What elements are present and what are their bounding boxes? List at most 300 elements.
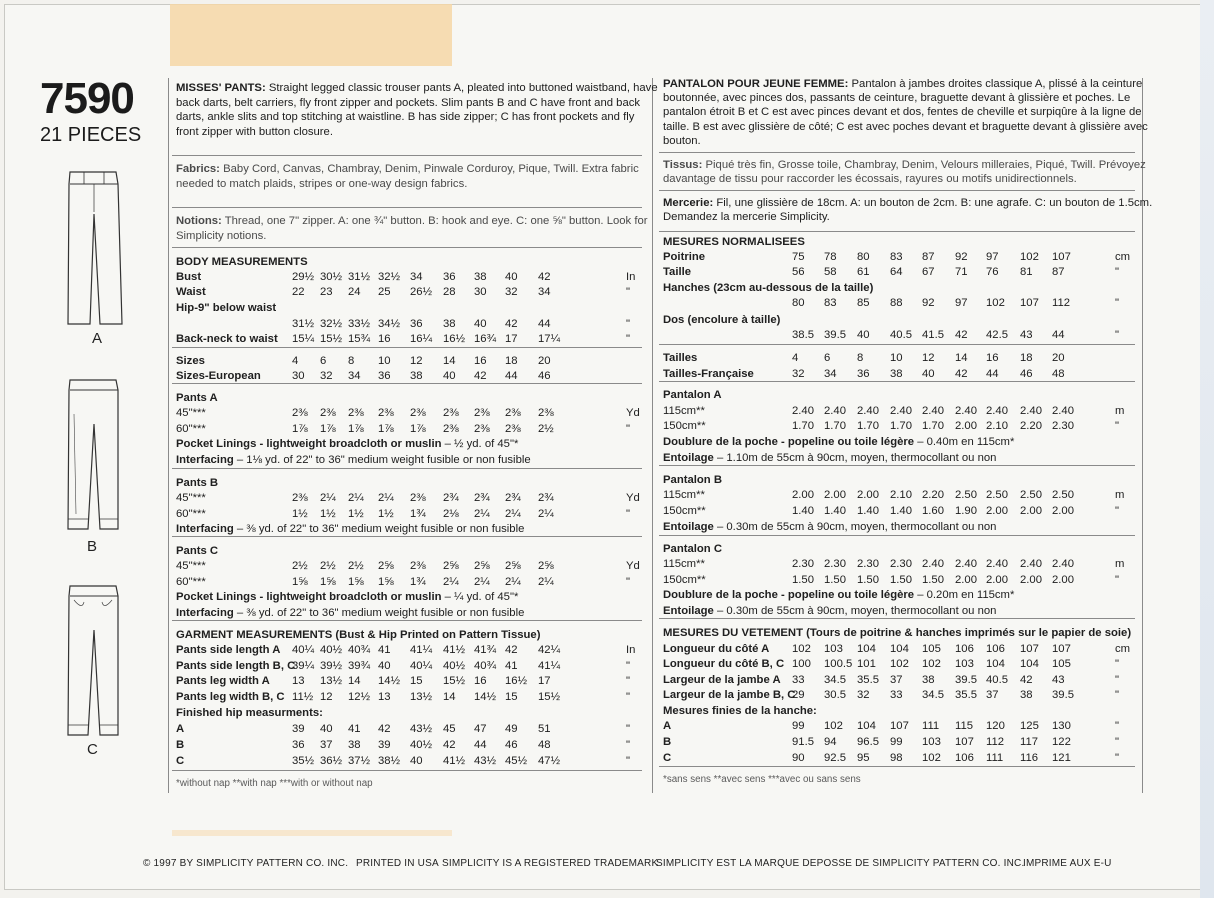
en-row-value: 41: [505, 660, 518, 672]
fr-row-value: 2.00: [1052, 505, 1074, 517]
en-row-value: 2⅜: [474, 423, 490, 435]
fr-row-unit: ": [1115, 329, 1120, 341]
en-row-value: 40¾: [474, 660, 496, 672]
en-row-value: 41: [348, 723, 361, 735]
en-row-value: 2½: [320, 560, 336, 572]
en-row-label: Pants C: [176, 545, 219, 557]
fr-row-value: 44: [1052, 329, 1065, 341]
fr-row-value: 106: [955, 643, 974, 655]
fr-row-value: 107: [890, 720, 909, 732]
fr-row-value: 56: [792, 266, 805, 278]
fr-row-value: 35.5: [857, 674, 879, 686]
en-row-value: 16½: [443, 333, 465, 345]
fr-row-value: 75: [792, 251, 805, 263]
en-row-value: 15½: [443, 675, 465, 687]
en-row-unit: ": [626, 286, 631, 298]
fr-row-value: 103: [922, 736, 941, 748]
en-row-value: 46: [505, 739, 518, 751]
en-row-value: 12: [320, 691, 333, 703]
fr-row-value: 112: [1052, 297, 1071, 309]
fr-row-value: 1.70: [824, 420, 846, 432]
fr-row-label: Longueur du côté B, C: [663, 658, 785, 670]
fr-row-value: 40: [857, 329, 870, 341]
fr-row-value: 39.5: [1052, 689, 1074, 701]
en-fabrics-lead: Fabrics:: [176, 163, 220, 175]
en-row-value: 13: [378, 691, 391, 703]
en-description-text: Straight legged classic trouser pants A, pleated into buttoned waistband, have: [265, 82, 658, 94]
fr-row-value: 44: [986, 368, 999, 380]
fr-row-value: 102: [890, 658, 909, 670]
en-row-value: 33½: [348, 318, 370, 330]
fr-row-value: 97: [955, 297, 968, 309]
fr-row-label: Tailles-Française: [663, 368, 754, 380]
en-row-value: 14: [443, 691, 456, 703]
fr-row-value: 117: [1020, 736, 1039, 748]
en-row-value: 36: [292, 739, 305, 751]
fr-note-row: [663, 436, 1014, 449]
en-row-label: 60"***: [176, 576, 206, 588]
en-row-value: 2¼: [505, 576, 521, 588]
fr-description-text: bouton.: [663, 134, 701, 147]
fr-row-value: 2.40: [792, 405, 814, 417]
fr-row-value: 2.00: [986, 574, 1008, 586]
fr-row-value: 39.5: [955, 674, 977, 686]
en-row-value: 14½: [378, 675, 400, 687]
fr-description-lead: PANTALON POUR JEUNE FEMME:: [663, 78, 849, 90]
fr-row-value: 2.50: [1020, 489, 1042, 501]
fr-row-value: 34.5: [922, 689, 944, 701]
en-rule: [172, 468, 642, 469]
fr-row-value: 99: [792, 720, 805, 732]
en-row-value: 1⅞: [292, 423, 308, 435]
en-row-label: 60"***: [176, 423, 206, 435]
fr-row-value: 2.40: [955, 405, 977, 417]
fr-notions-lead: Mercerie:: [663, 197, 714, 209]
en-row-value: 38: [443, 318, 456, 330]
fr-row-value: 1.70: [890, 420, 912, 432]
en-row-value: 14: [443, 355, 456, 367]
en-row-unit: ": [626, 755, 631, 767]
fr-row-value: 2.40: [986, 558, 1008, 570]
fr-row-label: Tailles: [663, 352, 698, 364]
fr-row-value: 48: [1052, 368, 1065, 380]
fr-row-value: 34.5: [824, 674, 846, 686]
en-note-lead: Pocket Linings - lightweight broadcloth or muslin: [176, 438, 442, 450]
envelope-edge: [1200, 0, 1214, 898]
fr-row-value: 116: [1020, 752, 1039, 764]
en-row-unit: Yd: [626, 492, 640, 504]
fr-rule: [659, 535, 1135, 536]
en-row-value: 2⅛: [443, 508, 459, 520]
en-row-label: Waist: [176, 286, 206, 298]
fr-row-value: 1.70: [857, 420, 879, 432]
fr-row-value: 115: [955, 720, 974, 732]
en-row-value: 10: [378, 355, 391, 367]
fr-row-value: 2.40: [922, 558, 944, 570]
fr-row-value: 2.00: [1020, 505, 1042, 517]
en-note-row: [176, 607, 524, 620]
fr-row-value: 42: [955, 368, 968, 380]
fr-row-value: 58: [824, 266, 837, 278]
en-row-value: 22: [292, 286, 305, 298]
en-row-value: 1½: [348, 508, 364, 520]
tape-strip-bottom: [172, 830, 452, 836]
fr-row-value: 105: [1052, 658, 1071, 670]
fr-note-text: – 0.20m en 115cm*: [914, 589, 1015, 601]
en-note-row: [176, 523, 524, 536]
fr-row-value: 102: [1020, 251, 1039, 263]
fr-row-value: 92: [922, 297, 935, 309]
footer-copyright: © 1997 BY SIMPLICITY PATTERN CO. INC.: [143, 858, 349, 869]
en-row-value: 34: [538, 286, 551, 298]
fr-row-label: C: [663, 752, 672, 764]
en-row-value: 1⅝: [378, 576, 394, 588]
fr-row-label: B: [663, 736, 672, 748]
en-row-value: 40½: [320, 644, 342, 656]
en-row-label: Finished hip measurments:: [176, 707, 323, 719]
fr-row-value: 100: [792, 658, 811, 670]
fr-rule: [659, 618, 1135, 619]
en-row-value: 41½: [443, 644, 465, 656]
en-row-value: 16½: [505, 675, 527, 687]
fr-row-unit: m: [1115, 489, 1125, 501]
en-row-value: 34½: [378, 318, 400, 330]
fr-row-value: 1.50: [922, 574, 944, 586]
en-row-value: 2⅜: [410, 407, 426, 419]
fr-row-value: 10: [890, 352, 903, 364]
pants-a-sketch: [60, 164, 130, 334]
en-row-value: 32: [320, 370, 333, 382]
fr-row-value: 37: [986, 689, 999, 701]
fr-row-value: 2.20: [1020, 420, 1042, 432]
fr-row-value: 88: [890, 297, 903, 309]
en-note-text: – ⅜ yd. of 22" to 36" medium weight fusible or non fusible: [233, 523, 525, 535]
en-row-value: 29½: [292, 271, 314, 283]
fr-notions-text: Demandez la mercerie Simplicity.: [663, 211, 830, 224]
en-row-value: 51: [538, 723, 551, 735]
en-row-value: 41¼: [538, 660, 560, 672]
en-row-value: 1⅝: [348, 576, 364, 588]
en-rule: [172, 155, 642, 156]
fr-row-value: 87: [1052, 266, 1065, 278]
fr-rule: [659, 766, 1135, 767]
fr-row-unit: ": [1115, 574, 1120, 586]
en-row-value: 2¾: [474, 492, 490, 504]
en-fabrics-text: needed to match plaids, stripes or one-way design fabrics.: [176, 177, 468, 190]
fr-section-heading: MESURES DU VETEMENT (Tours de poitrine & hanches imprimés sur le papier de soie): [663, 627, 1132, 639]
fr-row-unit: ": [1115, 420, 1120, 432]
fr-row-value: 35.5: [955, 689, 977, 701]
fr-row-value: 2.00: [1052, 574, 1074, 586]
fr-description-line: [663, 121, 1148, 134]
fr-row-value: 2.40: [955, 558, 977, 570]
en-row-unit: ": [626, 508, 631, 520]
en-row-value: 2½: [292, 560, 308, 572]
en-notions-text: Thread, one 7" zipper. A: one ¾" button. B: hook and eye. C: one ⅝" button. Look for: [221, 215, 648, 227]
fr-row-value: 102: [922, 658, 941, 670]
fr-rule: [659, 381, 1135, 382]
fr-description-text: Pantalon à jambes droites classique A, plissé à la ceinture: [848, 78, 1143, 90]
en-row-value: 30: [474, 286, 487, 298]
en-row-value: 1⅞: [410, 423, 426, 435]
pattern-number: 7590: [40, 74, 134, 123]
en-description-text: back darts, belt carriers, fly front zipper and pockets. Slim pants B and C have front and back: [176, 96, 641, 109]
fr-fabrics-lead: Tissus:: [663, 159, 703, 171]
en-row-value: 2⅜: [348, 407, 364, 419]
en-row-value: 2⅜: [474, 407, 490, 419]
fr-row-value: 1.50: [824, 574, 846, 586]
en-row-value: 2¼: [378, 492, 394, 504]
fr-section-heading: MESURES NORMALISEES: [663, 236, 805, 248]
fr-row-value: 38: [922, 674, 935, 686]
fr-row-value: 104: [986, 658, 1005, 670]
fr-row-value: 2.40: [857, 405, 879, 417]
fr-description-text: pantalon étroit B et C est avec pinces devant et dos, fentes de cheville et surpiqûre à la ligne de: [663, 106, 1142, 119]
fr-row-value: 43: [1020, 329, 1033, 341]
en-row-value: 2⅜: [505, 423, 521, 435]
fr-row-value: 36: [857, 368, 870, 380]
fr-row-value: 1.50: [857, 574, 879, 586]
fr-row-value: 2.50: [1052, 489, 1074, 501]
en-row-label: Hip-9" below waist: [176, 302, 277, 314]
fr-row-label: Hanches (23cm au-dessous de la taille): [663, 282, 874, 294]
fr-row-value: 8: [857, 352, 864, 364]
fr-row-value: 130: [1052, 720, 1071, 732]
fr-row-value: 16: [986, 352, 999, 364]
en-row-value: 44: [505, 370, 518, 382]
en-row-value: 2⅝: [505, 560, 521, 572]
view-label-b: B: [87, 538, 98, 555]
en-row-value: 42¼: [538, 644, 560, 656]
en-row-value: 35½: [292, 755, 314, 767]
fr-row-label: 150cm**: [663, 505, 706, 517]
fr-row-unit: ": [1115, 752, 1120, 764]
en-row-label: Pants B: [176, 477, 219, 489]
en-row-value: 23: [320, 286, 333, 298]
en-row-value: 41¼: [410, 644, 432, 656]
en-row-value: 2⅜: [443, 407, 459, 419]
fr-row-value: 92.5: [824, 752, 846, 764]
fr-row-label: Dos (encolure à taille): [663, 314, 781, 326]
fr-row-value: 1.90: [955, 505, 977, 517]
en-section-heading: BODY MEASUREMENTS: [176, 256, 308, 268]
fr-row-value: 105: [922, 643, 941, 655]
fr-row-value: 20: [1052, 352, 1065, 364]
fr-row-label: Largeur de la jambe B, C: [663, 689, 796, 701]
en-row-value: 32½: [320, 318, 342, 330]
fr-row-value: 107: [1020, 643, 1039, 655]
fr-row-value: 34: [824, 368, 837, 380]
en-notions-lead: Notions:: [176, 215, 222, 227]
en-row-value: 38: [474, 271, 487, 283]
en-row-value: 2¼: [538, 576, 554, 588]
fr-row-value: 32: [792, 368, 805, 380]
en-row-value: 39: [378, 739, 391, 751]
en-note-text: – ½ yd. of 45"*: [441, 438, 519, 450]
fr-row-unit: ": [1115, 689, 1120, 701]
en-row-value: 1¾: [410, 576, 426, 588]
en-row-value: 4: [292, 355, 299, 367]
fr-row-label: Pantalon B: [663, 474, 722, 486]
fr-row-value: 29: [792, 689, 805, 701]
en-row-value: 16: [474, 355, 487, 367]
en-row-value: 37½: [348, 755, 370, 767]
en-row-value: 48: [538, 739, 551, 751]
fr-row-unit: ": [1115, 505, 1120, 517]
en-row-value: 2¼: [538, 508, 554, 520]
en-description-line: [176, 111, 634, 124]
fr-rule: [659, 465, 1135, 466]
fr-row-value: 104: [857, 643, 876, 655]
fr-row-value: 42.5: [986, 329, 1008, 341]
fr-row-value: 92: [955, 251, 968, 263]
fr-row-value: 87: [922, 251, 935, 263]
fr-row-value: 102: [792, 643, 811, 655]
en-row-value: 43½: [410, 723, 432, 735]
en-row-value: 39¾: [348, 660, 370, 672]
fr-row-label: Taille: [663, 266, 692, 278]
en-row-label: Pants leg width B, C: [176, 691, 285, 703]
fr-rule: [659, 152, 1135, 153]
fr-notions-text: Fil, une glissière de 18cm. A: un bouton de 2cm. B: une agrafe. C: un bouton de 1.5cm.: [713, 197, 1153, 209]
fr-row-value: 1.40: [792, 505, 814, 517]
en-row-value: 34: [348, 370, 361, 382]
fr-row-value: 102: [986, 297, 1005, 309]
en-row-value: 43½: [474, 755, 496, 767]
fr-row-value: 2.30: [792, 558, 814, 570]
fr-row-value: 1.50: [792, 574, 814, 586]
en-row-label: Pants A: [176, 392, 218, 404]
en-note-row: [176, 591, 518, 604]
en-row-value: 40: [505, 271, 518, 283]
fr-row-value: 42: [955, 329, 968, 341]
en-row-unit: ": [626, 691, 631, 703]
fr-note-lead: Entoilage: [663, 605, 714, 617]
fr-row-value: 40.5: [890, 329, 912, 341]
en-row-label: B: [176, 739, 185, 751]
fr-row-value: 99: [890, 736, 903, 748]
en-row-value: 36: [410, 318, 423, 330]
en-row-value: 13: [292, 675, 305, 687]
en-row-value: 39: [292, 723, 305, 735]
fr-row-value: 1.40: [824, 505, 846, 517]
fr-row-value: 37: [890, 674, 903, 686]
fr-fabrics-line: [663, 173, 1077, 186]
fr-row-value: 112: [986, 736, 1005, 748]
fr-row-value: 104: [890, 643, 909, 655]
en-row-value: 42: [474, 370, 487, 382]
fr-row-value: 38: [1020, 689, 1033, 701]
fr-row-value: 103: [955, 658, 974, 670]
en-row-value: 42: [505, 644, 518, 656]
fr-row-unit: ": [1115, 736, 1120, 748]
en-row-value: 2¼: [474, 576, 490, 588]
en-row-value: 1¾: [410, 508, 426, 520]
fr-row-value: 2.20: [922, 489, 944, 501]
fr-description-text: taille. B est avec glissière de côté; C est avec poches devant et braguette devant à glissière avec: [663, 120, 1148, 133]
fr-row-value: 100.5: [824, 658, 853, 670]
fr-row-value: 2.40: [922, 405, 944, 417]
en-row-value: 2⅜: [378, 407, 394, 419]
en-description-line: [176, 97, 640, 110]
en-section-heading: GARMENT MEASUREMENTS (Bust & Hip Printed on Pattern Tissue): [176, 629, 541, 641]
fr-row-unit: cm: [1115, 643, 1131, 655]
en-row-value: 42: [538, 271, 551, 283]
fr-note-lead: Doublure de la poche - popeline ou toile légère: [663, 436, 915, 448]
footer-imprime: IMPRIME AUX E-U: [1023, 858, 1112, 869]
fr-row-value: 30.5: [824, 689, 846, 701]
fr-fabrics-text: Piqué très fin, Grosse toile, Chambray, Denim, Velours milleraies, Piqué, Twill. Prévoyez: [702, 159, 1146, 171]
en-row-value: 1⅞: [378, 423, 394, 435]
en-row-value: 36: [378, 370, 391, 382]
en-row-value: 2¼: [505, 508, 521, 520]
en-row-value: 37: [320, 739, 333, 751]
fr-row-value: 2.40: [824, 405, 846, 417]
fr-row-label: Poitrine: [663, 251, 706, 263]
en-fabrics-text: Baby Cord, Canvas, Chambray, Denim, Pinwale Corduroy, Pique, Twill. Extra fabric: [219, 163, 639, 175]
fr-row-value: 2.30: [824, 558, 846, 570]
fr-row-value: 76: [986, 266, 999, 278]
fr-row-label: 115cm**: [663, 489, 705, 501]
fr-row-value: 18: [1020, 352, 1033, 364]
fr-row-value: 85: [857, 297, 870, 309]
fr-row-label: Mesures finies de la hanche:: [663, 705, 817, 717]
en-row-value: 45½: [505, 755, 527, 767]
en-row-value: 12: [410, 355, 423, 367]
en-row-value: 41: [378, 644, 391, 656]
fr-row-value: 2.40: [1020, 558, 1042, 570]
fr-row-value: 107: [1052, 643, 1071, 655]
fr-description-text: boutonnée, avec pinces dos, passants de ceinture, braguette devant à glissière et poches. Le: [663, 92, 1131, 105]
fr-row-value: 104: [857, 720, 876, 732]
en-row-value: 2⅜: [410, 492, 426, 504]
en-row-value: 2½: [538, 423, 554, 435]
fr-note-row: [663, 452, 996, 465]
en-row-value: 12½: [348, 691, 370, 703]
fr-note-text: – 0.30m de 55cm à 90cm, moyen, thermocollant ou non: [713, 521, 997, 533]
en-row-value: 26½: [410, 286, 432, 298]
fr-fabrics-line: [663, 159, 1146, 172]
fr-row-value: 46: [1020, 368, 1033, 380]
en-row-value: 1½: [378, 508, 394, 520]
en-row-value: 15¾: [348, 333, 370, 345]
en-row-value: 2⅝: [378, 560, 394, 572]
en-rule: [172, 383, 642, 384]
fr-row-value: 103: [824, 643, 843, 655]
en-row-value: 42: [443, 739, 456, 751]
en-row-value: 11½: [292, 691, 314, 703]
pieces-count: 21 PIECES: [40, 124, 142, 146]
en-row-value: 15¼: [292, 333, 314, 345]
fr-description-line: [663, 92, 1130, 105]
fr-row-value: 33: [890, 689, 903, 701]
en-rule: [172, 536, 642, 537]
fr-row-value: 42: [1020, 674, 1033, 686]
fr-row-value: 2.30: [857, 558, 879, 570]
en-row-value: 2⅜: [538, 407, 554, 419]
en-row-value: 16¾: [474, 333, 496, 345]
en-row-value: 1½: [320, 508, 336, 520]
en-row-value: 2⅜: [320, 407, 336, 419]
footer-printed: PRINTED IN USA: [356, 858, 439, 869]
en-row-unit: ": [626, 723, 631, 735]
en-row-label: 45"***: [176, 492, 206, 504]
en-row-label: Bust: [176, 271, 202, 283]
divider-left: [168, 78, 169, 793]
en-row-label: Sizes-European: [176, 370, 261, 382]
en-row-value: 18: [505, 355, 518, 367]
en-description-text: front zipper with button closure.: [176, 125, 333, 138]
